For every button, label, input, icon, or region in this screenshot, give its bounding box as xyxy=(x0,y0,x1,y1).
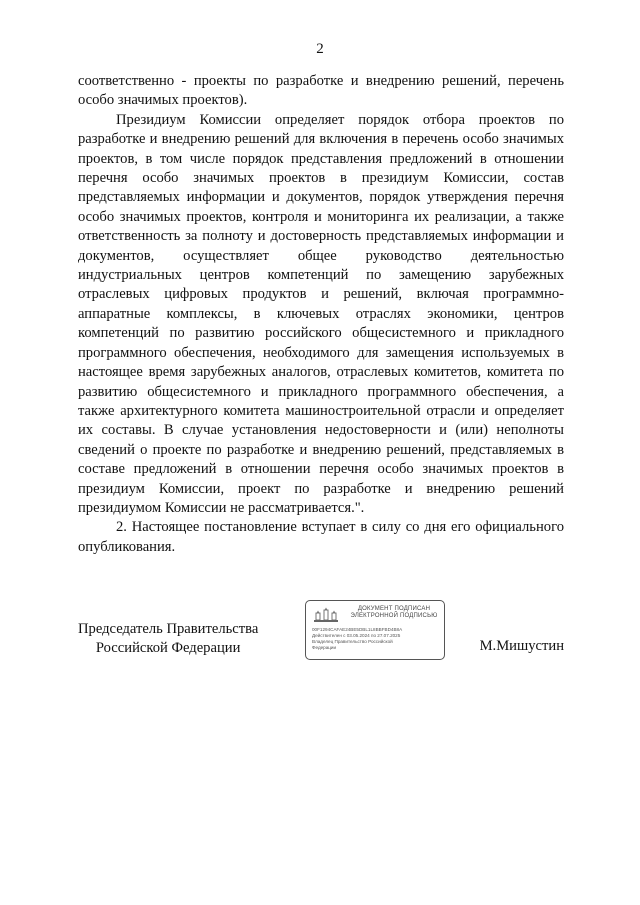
coat-of-arms-emblem-icon xyxy=(313,607,339,623)
stamp-title xyxy=(346,606,442,620)
stamp-title-line1: ДОКУМЕНТ ПОДПИСАН xyxy=(357,606,431,612)
document-body xyxy=(78,72,564,557)
signatory-position xyxy=(78,620,258,658)
stamp-certificate: 00F1294CAFAE24BE5DBL1L8BBFBD4B8A xyxy=(312,627,403,632)
paragraph-presidium: Президиум Комиссии определяет порядок отбора проектов по разработке и внедрению решений для включения в перечень особо значимых проектов, в том числе порядок представления предложений в отношении перечня особо значимых проектов в президиум Комиссии, состав представляемых информации и документов, порядок утверждения перечня особо значимых проектов, контроля и мониторинга их реализации, а также ответственность за полноту и достоверность представляемых информации и документов, осуществляет общее руководство деятельностью индустриальных центров компетенций по замещению зарубежных отраслевых цифровых продуктов и решений, включая программно-аппаратные комплексы, в ключевых отраслях экономики, центров компетенций по развитию российского общесистемного и прикладного программного обеспечения, необходимого для замещения используемых в настоящее время зарубежных аналогов, отраслевых комитетов, комитета по развитию общесистемного и прикладного программного обеспечения, а также архитектурного комитета машиностроительной отрасли и определяет их составы. В случае установления недостоверности и (или) неполноты сведений о проекте по разработке и внедрению решений, представляемых в составе предложений в отношении перечня особо значимых проектов в президиум Комиссии, проект по разработке и внедрению решений президиумом Комиссии не рассматривается.". xyxy=(78,111,564,516)
stamp-owner-line2: Федерации xyxy=(312,645,337,650)
stamp-owner-line1: Владелец Правительство Российской xyxy=(312,639,393,644)
signatory-position-line1: Председатель Правительства xyxy=(78,621,259,637)
stamp-validity: Действителен с 03.05.2024 по 27.07.2025 xyxy=(312,633,401,638)
electronic-signature-stamp xyxy=(305,600,445,660)
stamp-details xyxy=(312,627,442,651)
page-number: 2 xyxy=(316,41,324,57)
paragraph-continuation: соответственно - проекты по разработке и внедрению решений, перечень особо значимых проектов). xyxy=(78,73,564,109)
paragraph-effective-date: 2. Настоящее постановление вступает в силу со дня его официального опубликования. xyxy=(78,519,564,555)
signature-block xyxy=(78,600,564,670)
signatory-name: М.Мишустин xyxy=(479,638,564,654)
stamp-title-line2: ЭЛЕКТРОННОЙ ПОДПИСЬЮ xyxy=(350,613,438,619)
signatory-position-line2: Российской Федерации xyxy=(95,640,241,656)
